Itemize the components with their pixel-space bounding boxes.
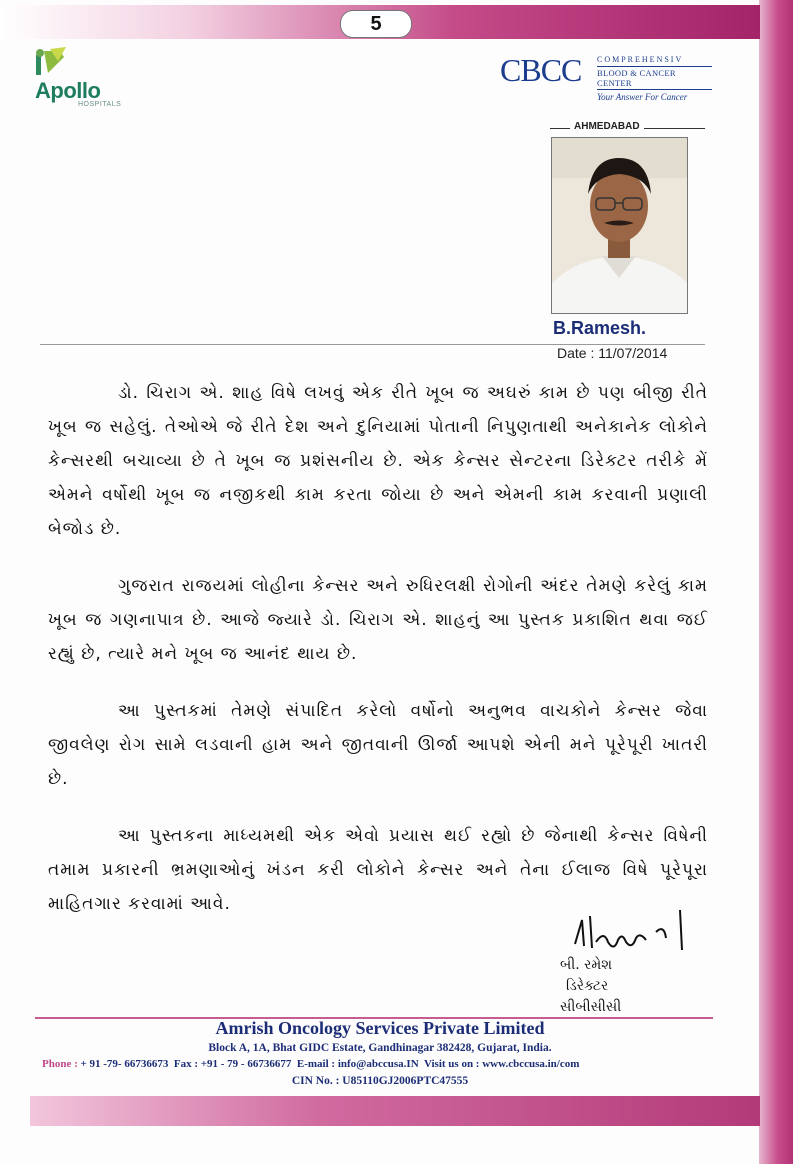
cbcc-line1: COMPREHENSIV xyxy=(597,55,684,64)
cbcc-logo: CBCC xyxy=(500,52,582,88)
paragraph-1: ડો. ચિરાગ એ. શાહ વિષે લખવું એક રીતે ખૂબ જ અઘરું કામ છે પણ બીજી રીતે ખૂબ જ સહેલું. તેઓએ જે રીતે દેશ અને દુનિયામાં પોતાની નિપુણતાથી અનેકાનેક લોકોને કેન્સરથી બચાવ્યા છે તે ખૂબ જ પ્રશંસનીય છે. એક કેન્સર સેન્ટરના ડિરેક્ટર તરીકે મેં એમને વર્ષોથી ખૂબ જ નજીકથી કામ કરતા જોયા છે અને એમની કામ કરવાની પ્રણાલી બેજોડ છે. xyxy=(48,383,708,539)
cbcc-logo-text xyxy=(597,55,712,102)
portrait-photo xyxy=(551,137,688,314)
apollo-name: Apollo xyxy=(35,78,101,103)
letter-date: Date : 11/07/2014 xyxy=(557,345,668,361)
phone-label: Phone : xyxy=(42,1058,78,1070)
paragraph-4: આ પુસ્તકના માધ્યમથી એક એવો પ્રયાસ થઈ રહ્યો છે જેનાથી કેન્સર વિષેની તમામ પ્રકારની ભ્રમણાઓનું ખંડન કરી લોકોને કેન્સર અને તેના ઈલાજ વિષે પૂરેપૂરા માહિતગાર કરવામાં આવે. xyxy=(48,826,708,914)
paragraph-2: ગુજરાત રાજયમાં લોહીના કેન્સર અને રુધિરલક્ષી રોગોની અંદર તેમણે કરેલું કામ ખૂબ જ ગણનાપાત્ર છે. આજે જ્યારે ડો. ચિરાગ એ. શાહનું આ પુસ્તક પ્રકાશિત થવા જઈ રહ્યું છે, ત્યારે મને ખૂબ જ આનંદ થાય છે. xyxy=(48,576,708,664)
handwritten-signature-icon xyxy=(570,902,700,962)
cbcc-line2: BLOOD & CANCER CENTER xyxy=(597,66,712,90)
cbcc-tagline: Your Answer For Cancer xyxy=(597,92,688,102)
footer-address: Block A, 1A, Bhat GIDC Estate, Gandhinagar 382428, Gujarat, India. xyxy=(208,1042,552,1054)
right-decorative-stripe xyxy=(759,0,793,1164)
signatory-name: બી. રમેશ xyxy=(560,957,613,973)
fax-number: +91 - 79 - 66736677 xyxy=(200,1058,292,1070)
phone-number: + 91 -79- 66736673 xyxy=(80,1058,169,1070)
portrait-image-icon xyxy=(552,138,687,313)
email-label: E-mail : xyxy=(296,1058,336,1070)
portrait-name: B.Ramesh. xyxy=(553,318,647,338)
bottom-decorative-band xyxy=(30,1096,760,1126)
signatory-organization: સીબીસીસી xyxy=(560,999,622,1015)
footer-company-name: Amrish Oncology Services Private Limited xyxy=(215,1018,545,1038)
location-label: AHMEDABAD xyxy=(570,121,644,132)
header-divider-left xyxy=(40,344,550,345)
email-address: info@abccusa.IN xyxy=(337,1058,419,1070)
fax-label: Fax : xyxy=(173,1058,198,1070)
visit-label: Visit us on : xyxy=(423,1058,480,1070)
footer-cin: CIN No. : U85110GJ2006PTC47555 xyxy=(291,1075,469,1087)
signature-block xyxy=(560,955,680,1018)
apollo-subtitle: HOSPITALS xyxy=(78,101,122,108)
paragraph-3: આ પુસ્તકમાં તેમણે સંપાદિત કરેલો વર્ષોનો અનુભવ વાચકોને કેન્સર જેવા જીવલેણ રોગ સામે લડવાની હામ અને જીતવાની ઊર્જા આપશે એની મને પૂરેપૂરી ખાતરી છે. xyxy=(48,701,708,789)
footer-contact-line xyxy=(42,1058,579,1070)
page-number: 5 xyxy=(340,10,412,38)
signatory-title: ડિરેક્ટર xyxy=(566,978,609,994)
letter-body xyxy=(48,376,708,944)
website-link: www.cbccusa.in/com xyxy=(482,1058,580,1070)
